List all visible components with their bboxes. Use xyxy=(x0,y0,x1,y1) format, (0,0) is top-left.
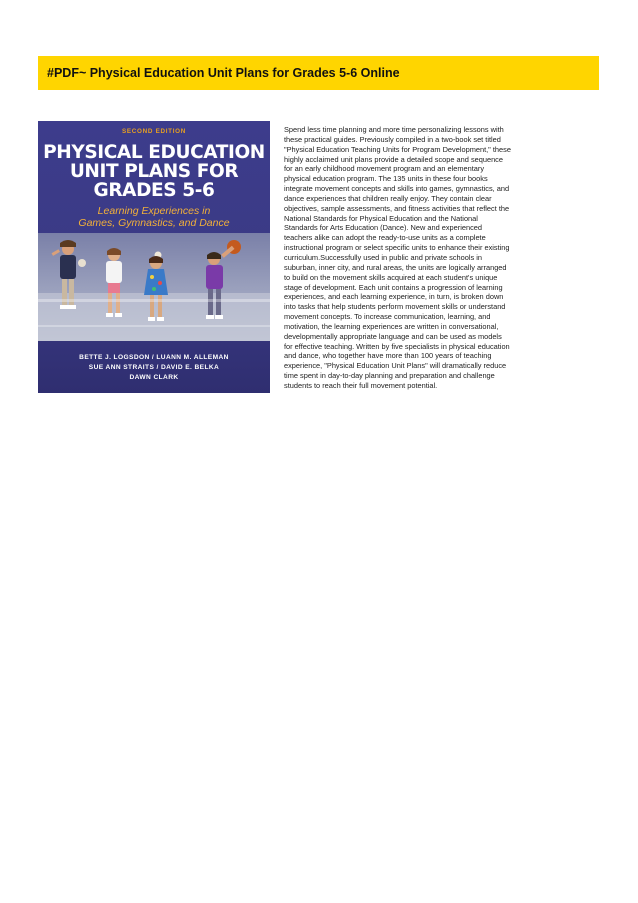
page-title: #PDF~ Physical Education Unit Plans for Grades 5-6 Online xyxy=(47,66,400,80)
cover-photo xyxy=(38,233,270,341)
ball-icon xyxy=(78,259,86,267)
cover-author-line: DAWN CLARK xyxy=(129,374,179,381)
cover-author-line: BETTE J. LOGSDON / LUANN M. ALLEMAN xyxy=(79,354,229,361)
cover-title-line: UNIT PLANS FOR xyxy=(69,161,239,182)
cover-subtitle xyxy=(38,205,270,229)
motion-streak xyxy=(38,299,270,302)
cover-author-line: SUE ANN STRAITS / DAVID E. BELKA xyxy=(88,364,220,371)
cover-title-line: PHYSICAL EDUCATION xyxy=(43,142,265,163)
book-description: Spend less time planning and more time personalizing lessons with these practical guides. Previously compiled in a two-book set titled "Physical Education Teaching Units for Program Development," these highly acclaimed unit plans provide a detailed scope and sequence for an early childhood movement program and an elementary physical education program. The 135 units in these four books integrate movement concepts and skills into games, gymnastics, and dance experiences that children really enjoy. They contain clear objectives, sample assessments, and fitness activities that reflect the National Standards for Physical Education and the National Standards for Arts Education (Dance). New and experienced teachers alike can adopt the ready-to-use units as a complete instructional program or select specific units to enhance their existing curriculum.Successfully used in public and private schools in suburban, inner city, and rural areas, the units are logically arranged to build on the movement skills acquired at each student's unique stage of development. Each unit contains a progression of learning experiences, and each learning experience, in turn, is broken down into tasks that help students perform movement skills or understand movement concepts. To increase communication, learning, and motivation, the learning experiences are written in conversational, developmentally appropriate language and can be used as models for effective teaching. Written by five specialists in physical education and dance, who together have more than 100 years of teaching experience, "Physical Education Unit Plans" will dramatically reduce time spent in day-to-day planning and preparation and challenge students to reach their full movement potential. xyxy=(284,125,511,390)
title-banner xyxy=(38,56,599,90)
cover-title xyxy=(38,143,270,200)
cover-edition: SECOND EDITION xyxy=(121,128,187,135)
cover-authors xyxy=(38,353,270,383)
cover-subtitle-line: Games, Gymnastics, and Dance xyxy=(78,217,230,229)
cover-subtitle-line: Learning Experiences in xyxy=(97,205,211,217)
cover-title-line: GRADES 5-6 xyxy=(93,180,215,201)
book-cover xyxy=(38,121,270,393)
motion-streak xyxy=(38,325,270,327)
